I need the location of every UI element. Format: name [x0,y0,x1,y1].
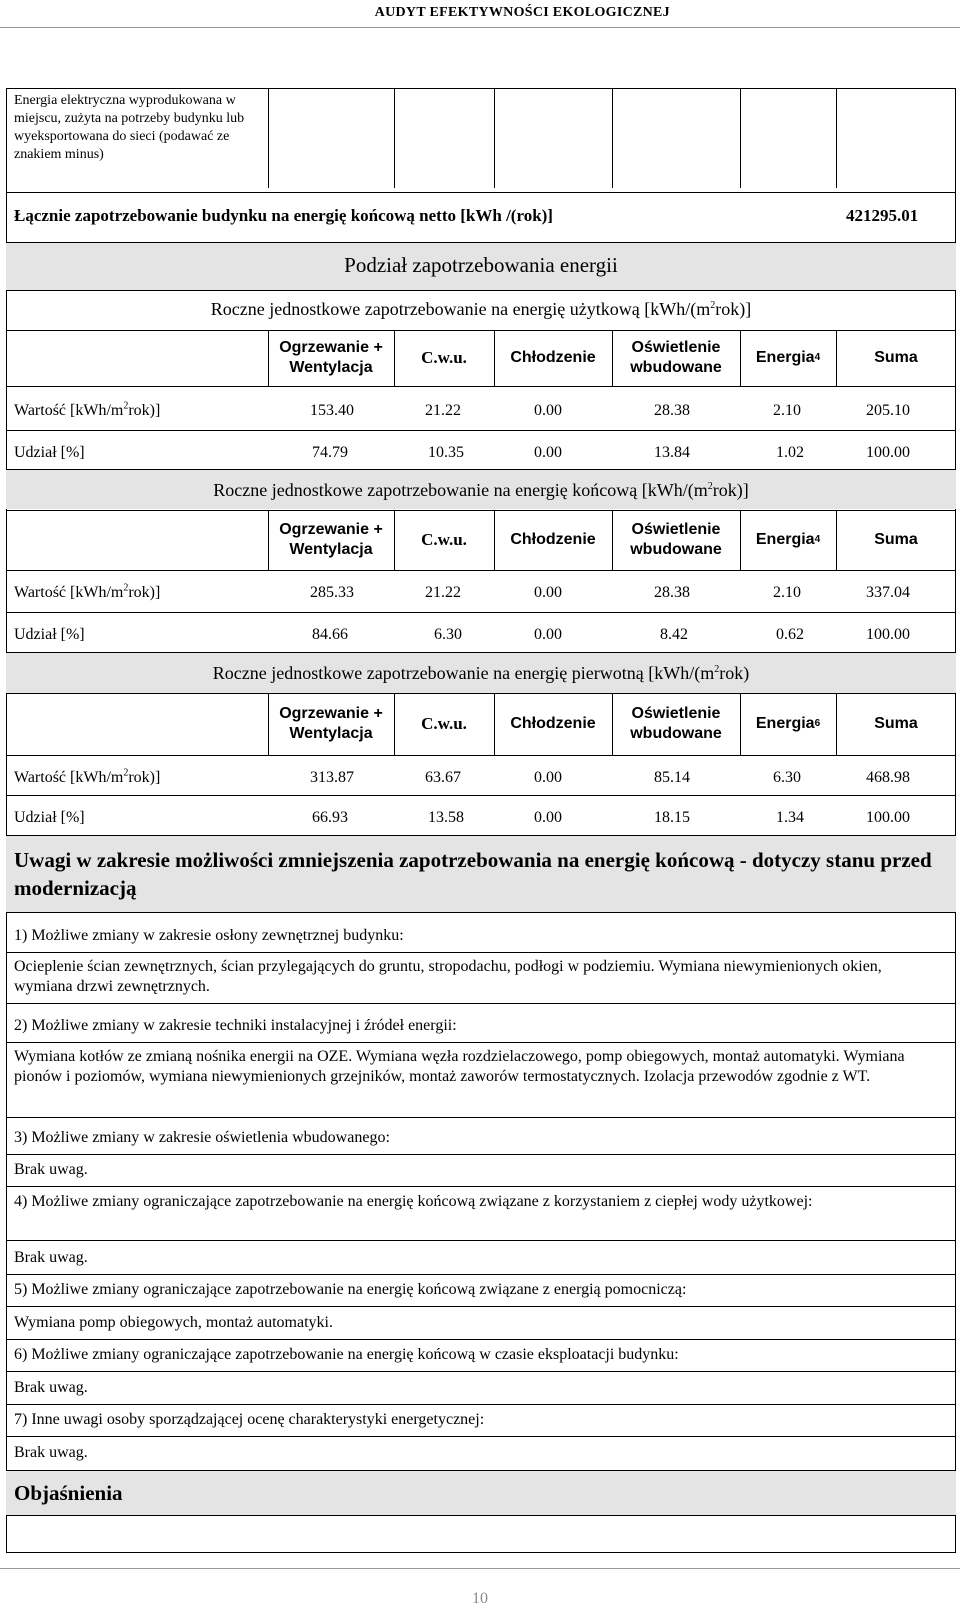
row-divider [6,430,956,431]
remark-2-title: 2) Możliwe zmiany w zakresie techniki instalacyjnej i źródeł energii: [14,1017,457,1034]
row-divider [6,1042,956,1043]
row-divider [6,612,956,613]
useful-value-label-sup: 2 [123,400,129,412]
remark-5-text: Wymiana pomp obiegowych, montaż automatyki. [14,1314,333,1331]
final-value-cool: 0.00 [534,584,562,601]
final-title-sup: 2 [707,481,713,492]
final-share-light: 8.42 [660,626,688,643]
row-divider [6,192,956,193]
final-col-energy-text: Energia [755,531,815,548]
useful-value-light: 28.38 [654,402,690,419]
remark-5-title: 5) Możliwe zmiany ograniczające zapotrzebowanie na energię końcową związane z energią pomocniczą: [14,1281,687,1298]
useful-value-label-text: Wartość [kWh/m [14,402,124,419]
remark-7-title: 7) Inne uwagi osoby sporządzającej ocenę charakterystyki energetycznej: [14,1411,485,1428]
page-number: 10 [472,1590,488,1607]
row-divider [6,1339,956,1340]
remark-4-text: Brak uwag. [14,1249,88,1266]
split-title: Podział zapotrzebowania energii [344,253,618,277]
primary-value-cool: 0.00 [534,769,562,786]
final-value-label-sup: 2 [123,582,129,594]
useful-title-end: rok)] [715,299,752,319]
primary-col-energy: Energia 6 [755,715,821,732]
footer-divider [0,1568,960,1569]
remark-6-title: 6) Możliwe zmiany ograniczające zapotrzebowanie na energię końcową w czasie eksploatacji budynku: [14,1346,679,1363]
final-value-energy: 2.10 [773,584,801,601]
useful-value-heat: 153.40 [310,402,354,419]
final-col-light: Oświetlenie wbudowane [630,521,722,558]
useful-title-text: Roczne jednostkowe zapotrzebowanie na energię użytkową [kWh/(m [210,299,711,319]
electric-divider [394,88,395,188]
final-title [6,480,956,501]
useful-share-cwu: 10.35 [428,444,464,461]
primary-value-label-text: Wartość [kWh/m [14,769,124,786]
row-divider [6,1117,956,1118]
row-divider [6,1436,956,1437]
remark-2-text: Wymiana kotłów ze zmianą nośnika energii na OZE. Wymiana węzła rozdzielaczowego, pomp obiegowych, montaż automatyki. Wymiana pionów i poziomów, wymiana niewymienionych grzejników, montaż zaworów termostatycznych. Izolacja przewodów zgodnie z WT. [14,1048,905,1085]
document-header: AUDYT EFEKTYWNOŚCI EKOLOGICZNEJ [374,5,670,20]
useful-col-energy: Energia 4 [755,349,821,366]
final-col-energy: Energia 4 [755,531,821,548]
final-value-light: 28.38 [654,584,690,601]
electric-divider [612,88,613,188]
remark-3-title: 3) Możliwe zmiany w zakresie oświetlenia wbudowanego: [14,1129,390,1146]
primary-col-cool: Chłodzenie [510,715,596,732]
primary-share-light: 18.15 [654,809,690,826]
row-divider [6,570,956,571]
final-value-heat: 285.33 [310,584,354,601]
final-col-cwu: C.w.u. [421,530,467,549]
primary-share-cwu: 13.58 [428,809,464,826]
final-share-sum: 100.00 [866,626,910,643]
remark-3-text: Brak uwag. [14,1161,88,1178]
useful-col-heat: Ogrzewanie + Wentylacja [279,339,383,376]
primary-title-text: Roczne jednostkowe zapotrzebowanie na energię pierwotną [kWh/(m [212,663,715,683]
row-divider [6,1186,956,1187]
electric-row-label: Energia elektryczna wyprodukowana w miejscu, zużyta na potrzeby budynku lub wyeksportowana do sieci (podawać ze znakiem minus) [14,93,245,162]
total-value: 421295.01 [846,206,919,225]
primary-share-label: Udział [%] [14,809,85,826]
useful-value-cool: 0.00 [534,402,562,419]
row-divider [6,1404,956,1405]
useful-col-sum: Suma [874,349,918,366]
row-divider [6,386,956,387]
final-share-cwu: 6.30 [434,626,462,643]
final-title-end: rok)] [712,480,749,500]
primary-value-cwu: 63.67 [425,769,461,786]
electric-divider [494,88,495,188]
useful-col-energy-text: Energia [755,349,815,366]
explanations-heading: Objaśnienia [14,1481,123,1505]
explanations-band [6,1471,956,1515]
remark-6-text: Brak uwag. [14,1379,88,1396]
primary-col-light: Oświetlenie wbudowane [630,705,722,742]
final-value-sum: 337.04 [866,584,910,601]
useful-share-light: 13.84 [654,444,690,461]
final-col-sum: Suma [874,531,918,548]
primary-value-label [14,769,160,787]
primary-value-label-end: rok)] [128,769,161,786]
useful-col-cwu: C.w.u. [421,348,467,367]
row-divider [6,1371,956,1372]
final-value-cwu: 21.22 [425,584,461,601]
primary-share-cool: 0.00 [534,809,562,826]
useful-col-light: Oświetlenie wbudowane [630,339,722,376]
primary-title-sup: 2 [714,664,720,675]
useful-value-cwu: 21.22 [425,402,461,419]
primary-value-light: 85.14 [654,769,690,786]
primary-share-sum: 100.00 [866,809,910,826]
row-divider [6,795,956,796]
primary-col-heat: Ogrzewanie + Wentylacja [279,705,383,742]
useful-col-cool: Chłodzenie [510,349,596,366]
primary-value-label-sup: 2 [123,767,129,779]
electric-divider [268,88,269,188]
remark-7-text: Brak uwag. [14,1444,88,1461]
useful-share-label: Udział [%] [14,444,85,461]
row-divider [6,755,956,756]
useful-value-energy: 2.10 [773,402,801,419]
row-divider [6,1003,956,1004]
useful-value-label-end: rok)] [128,402,161,419]
electric-divider [836,88,837,188]
final-title-text: Roczne jednostkowe zapotrzebowanie na energię końcową [kWh/(m [213,480,708,500]
useful-share-energy: 1.02 [776,444,804,461]
row-divider [6,290,956,291]
primary-title [6,663,956,684]
row-divider [6,1515,956,1516]
primary-col-energy-text: Energia [755,715,815,732]
useful-share-sum: 100.00 [866,444,910,461]
final-share-cool: 0.00 [534,626,562,643]
final-col-heat: Ogrzewanie + Wentylacja [279,521,383,558]
useful-share-heat: 74.79 [312,444,348,461]
row-divider [6,1274,956,1275]
primary-value-heat: 313.87 [310,769,354,786]
final-value-label [14,584,160,602]
primary-value-sum: 468.98 [866,769,910,786]
remark-1-text: Ocieplenie ścian zewnętrznych, ścian przylegających do gruntu, stropodachu, podłogi w podziemiu. Wymiana niewymienionych okien, wymiana drzwi zewnętrznych. [14,958,882,995]
final-share-heat: 84.66 [312,626,348,643]
primary-col-sum: Suma [874,715,918,732]
primary-value-energy: 6.30 [773,769,801,786]
final-share-label: Udział [%] [14,626,85,643]
remark-1-title: 1) Możliwe zmiany w zakresie osłony zewnętrznej budynku: [14,927,404,944]
primary-share-energy: 1.34 [776,809,804,826]
row-divider [6,1306,956,1307]
row-divider [6,1240,956,1241]
row-divider [6,912,956,913]
final-share-energy: 0.62 [776,626,804,643]
electric-divider [740,88,741,188]
useful-title-sup: 2 [710,300,716,311]
useful-title [6,299,956,320]
total-label: Łącznie zapotrzebowanie budynku na energię końcową netto [kWh /(rok)] [14,206,553,225]
final-value-label-text: Wartość [kWh/m [14,584,124,601]
final-col-cool: Chłodzenie [510,531,596,548]
row-divider [6,1154,956,1155]
useful-value-label [14,402,160,420]
primary-col-cwu: C.w.u. [421,714,467,733]
remark-4-title: 4) Możliwe zmiany ograniczające zapotrzebowanie na energię końcową związane z korzystaniem z ciepłej wody użytkowej: [14,1193,813,1210]
primary-title-end: rok) [719,663,750,683]
useful-value-sum: 205.10 [866,402,910,419]
useful-share-cool: 0.00 [534,444,562,461]
final-value-label-end: rok)] [128,584,161,601]
header-divider [0,27,960,28]
primary-share-heat: 66.93 [312,809,348,826]
remarks-heading: Uwagi w zakresie możliwości zmniejszenia zapotrzebowania na energię końcową - dotyczy stanu przed modernizacją [14,848,932,900]
row-divider [6,952,956,953]
